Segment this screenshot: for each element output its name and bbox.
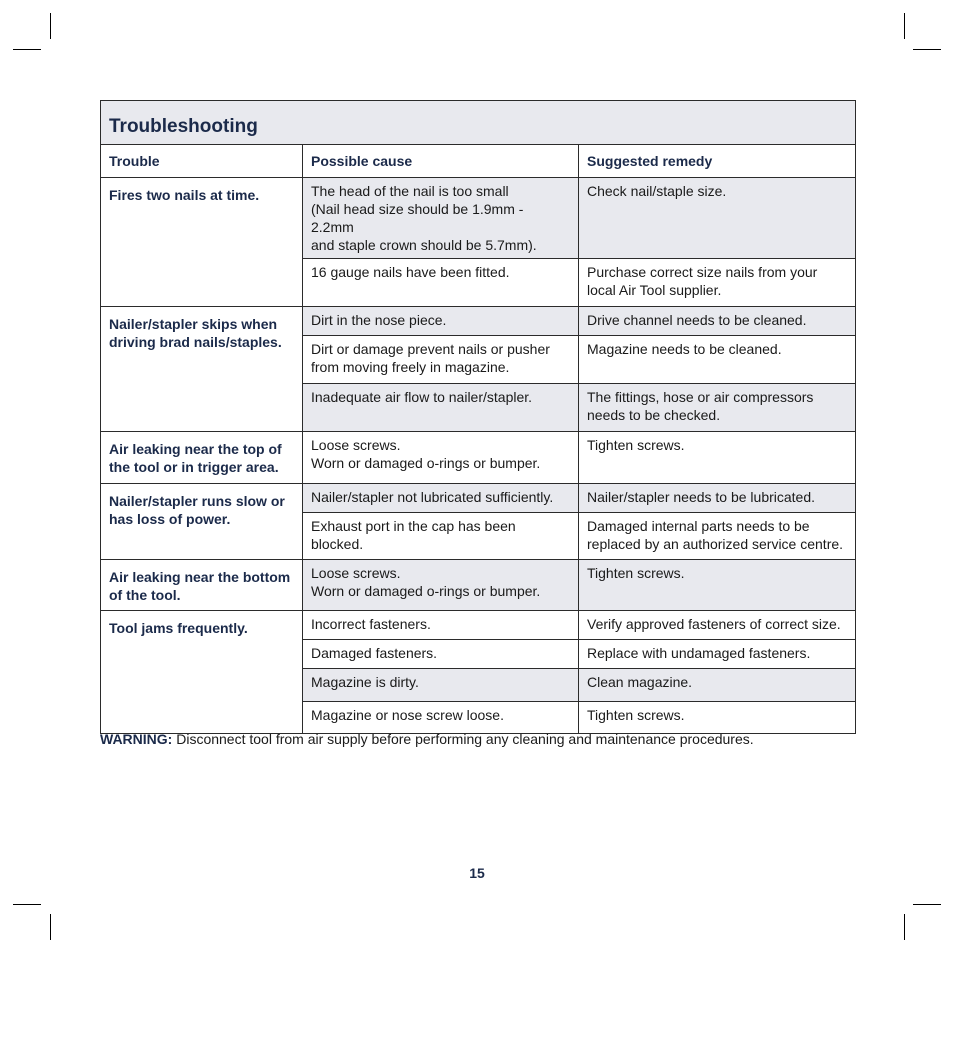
trouble-cell: [101, 432, 303, 484]
cause-line: Loose screws.: [311, 565, 401, 581]
suggested-remedy-cell: [579, 560, 856, 611]
suggested-remedy-cell: [579, 307, 856, 336]
table-row: [101, 611, 856, 640]
cause-line: Worn or damaged o-rings or bumper.: [311, 455, 541, 471]
remedy-line: Tighten screws.: [587, 565, 685, 581]
suggested-remedy-cell: [579, 432, 856, 484]
possible-cause-cell: [303, 513, 579, 560]
remedy-line: Purchase correct size nails from your: [587, 264, 818, 280]
table-row: [101, 432, 856, 484]
suggested-remedy-cell: [579, 384, 856, 432]
possible-cause-cell: [303, 484, 579, 513]
warning-text: Disconnect tool from air supply before performing any cleaning and maintenance procedures.: [172, 731, 754, 747]
header-suggested-remedy: Suggested remedy: [579, 145, 856, 178]
table-row: [101, 307, 856, 336]
cause-line: The head of the nail is too small: [311, 183, 509, 199]
troubleshooting-table: [100, 100, 856, 734]
suggested-remedy-cell: [579, 178, 856, 259]
remedy-line: Tighten screws.: [587, 707, 685, 723]
cause-line: Worn or damaged o-rings or bumper.: [311, 583, 541, 599]
cause-line: Inadequate air flow to nailer/stapler.: [311, 389, 533, 405]
cause-line: Exhaust port in the cap has been blocked.: [311, 518, 516, 552]
suggested-remedy-cell: [579, 611, 856, 640]
suggested-remedy-cell: [579, 702, 856, 734]
possible-cause-cell: [303, 259, 579, 307]
cause-line: Damaged fasteners.: [311, 645, 438, 661]
remedy-line: Nailer/stapler needs to be lubricated.: [587, 489, 816, 505]
possible-cause-cell: [303, 560, 579, 611]
trouble-line: driving brad nails/staples.: [109, 334, 282, 350]
trouble-cell: [101, 178, 303, 307]
table-title: Troubleshooting: [101, 101, 856, 145]
possible-cause-cell: [303, 336, 579, 384]
possible-cause-cell: [303, 640, 579, 669]
remedy-line: Magazine needs to be cleaned.: [587, 341, 782, 357]
trouble-line: has loss of power.: [109, 511, 231, 527]
cause-line: (Nail head size should be 1.9mm - 2.2mm: [311, 201, 524, 235]
trouble-line: Nailer/stapler runs slow or: [109, 493, 285, 509]
cause-line: Magazine is dirty.: [311, 674, 419, 690]
remedy-line: Replace with undamaged fasteners.: [587, 645, 811, 661]
table-row: [101, 484, 856, 513]
possible-cause-cell: [303, 432, 579, 484]
table-row: [101, 178, 856, 259]
trouble-line: the tool or in trigger area.: [109, 459, 279, 475]
remedy-line: Clean magazine.: [587, 674, 693, 690]
trouble-line: Tool jams frequently.: [109, 620, 248, 636]
possible-cause-cell: [303, 384, 579, 432]
suggested-remedy-cell: [579, 669, 856, 702]
suggested-remedy-cell: [579, 336, 856, 384]
remedy-line: Verify approved fasteners of correct size.: [587, 616, 841, 632]
trouble-cell: [101, 560, 303, 611]
possible-cause-cell: [303, 307, 579, 336]
trouble-line: Fires two nails at time.: [109, 187, 260, 203]
remedy-line: The fittings, hose or air compressors: [587, 389, 814, 405]
possible-cause-cell: [303, 702, 579, 734]
cause-line: Loose screws.: [311, 437, 401, 453]
remedy-line: replaced by an authorized service centre.: [587, 536, 844, 552]
suggested-remedy-cell: [579, 484, 856, 513]
cause-line: Dirt or damage prevent nails or pusher: [311, 341, 550, 357]
trouble-line: of the tool.: [109, 587, 181, 603]
possible-cause-cell: [303, 611, 579, 640]
table-body: [101, 178, 856, 734]
possible-cause-cell: [303, 669, 579, 702]
warning-note: [100, 731, 860, 747]
cause-line: 16 gauge nails have been fitted.: [311, 264, 510, 280]
warning-label: WARNING:: [100, 731, 173, 747]
header-trouble: Trouble: [101, 145, 303, 178]
remedy-line: Damaged internal parts needs to be: [587, 518, 810, 534]
cause-line: Nailer/stapler not lubricated sufficiently.: [311, 489, 554, 505]
trouble-line: Nailer/stapler skips when: [109, 316, 278, 332]
trouble-cell: [101, 611, 303, 734]
cause-line: Incorrect fasteners.: [311, 616, 431, 632]
trouble-line: Air leaking near the bottom: [109, 569, 291, 585]
cause-line: Magazine or nose screw loose.: [311, 707, 504, 723]
remedy-line: Tighten screws.: [587, 437, 685, 453]
suggested-remedy-cell: [579, 259, 856, 307]
remedy-line: local Air Tool supplier.: [587, 282, 722, 298]
trouble-cell: [101, 484, 303, 560]
remedy-line: needs to be checked.: [587, 407, 721, 423]
remedy-line: Drive channel needs to be cleaned.: [587, 312, 807, 328]
suggested-remedy-cell: [579, 640, 856, 669]
header-possible-cause: Possible cause: [303, 145, 579, 178]
possible-cause-cell: [303, 178, 579, 259]
suggested-remedy-cell: [579, 513, 856, 560]
cause-line: Dirt in the nose piece.: [311, 312, 447, 328]
trouble-cell: [101, 307, 303, 432]
remedy-line: Check nail/staple size.: [587, 183, 727, 199]
table-row: [101, 560, 856, 611]
trouble-line: Air leaking near the top of: [109, 441, 282, 457]
cause-line: from moving freely in magazine.: [311, 359, 510, 375]
page-number: 15: [469, 865, 485, 881]
cause-line: and staple crown should be 5.7mm).: [311, 237, 537, 253]
